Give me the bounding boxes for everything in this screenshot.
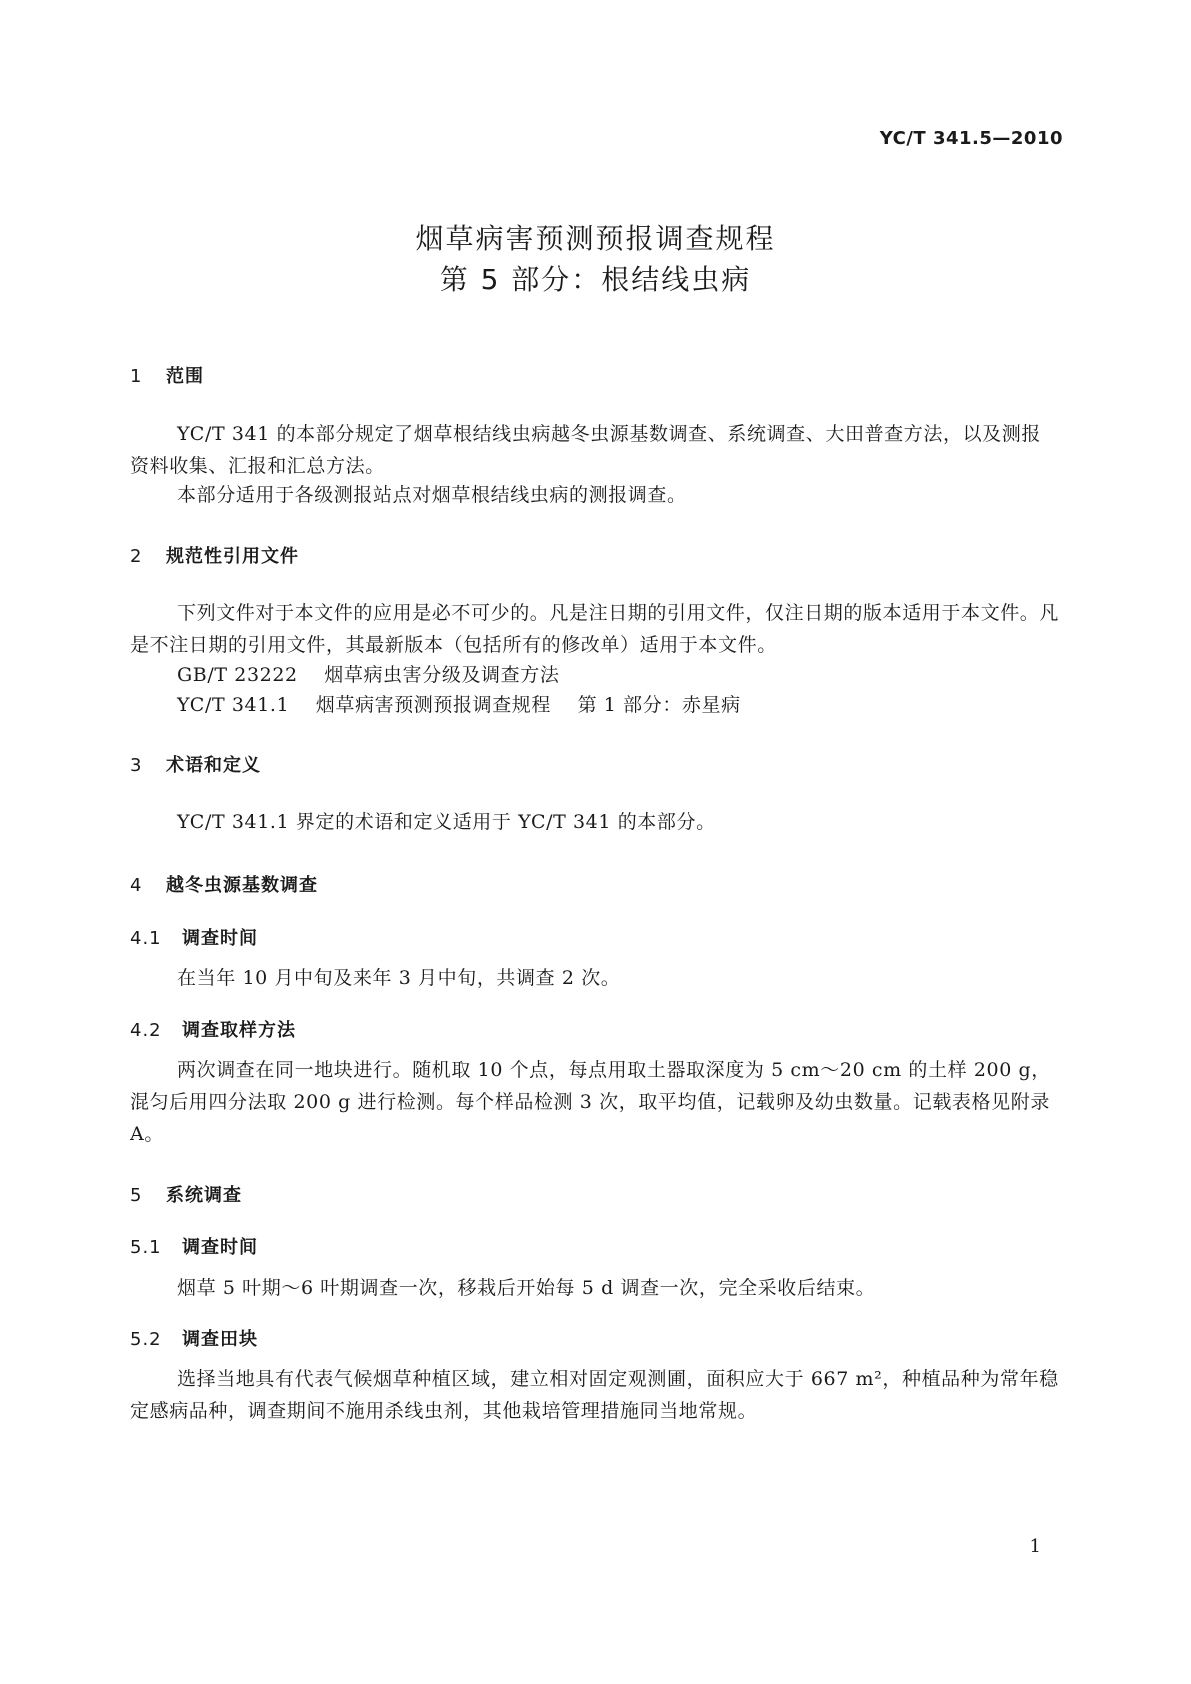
section-title: 术语和定义	[166, 755, 261, 776]
section-title: 规范性引用文件	[166, 546, 299, 567]
section-2-paragraph-1: 下列文件对于本文件的应用是必不可少的。凡是注日期的引用文件，仅注日期的版本适用于本文件。凡是不注日期的引用文件，其最新版本（包括所有的修改单）适用于本文件。	[130, 602, 1060, 656]
section-title: 越冬虫源基数调查	[166, 875, 318, 896]
section-title: 调查时间	[182, 1237, 258, 1258]
section-number: 2	[130, 546, 143, 567]
section-3-paragraph-1: YC/T 341.1 界定的术语和定义适用于 YC/T 341 的本部分。	[177, 811, 716, 833]
section-1-paragraph-1: YC/T 341 的本部分规定了烟草根结线虫病越冬虫源基数调查、系统调查、大田普查方法，以及测报资料收集、汇报和汇总方法。	[130, 423, 1041, 477]
normative-reference-2: YC/T 341.1 烟草病害预测预报调查规程 第 1 部分：赤星病	[177, 694, 741, 716]
section-number: 4	[130, 875, 143, 896]
section-title: 系统调查	[166, 1185, 242, 1206]
section-number: 1	[130, 366, 143, 387]
page-number: 1	[1029, 1536, 1041, 1557]
section-1-paragraph-2: 本部分适用于各级测报站点对烟草根结线虫病的测报调查。	[177, 484, 687, 506]
section-3-heading	[130, 751, 261, 777]
section-number: 4.2	[130, 1020, 162, 1041]
section-5-1-paragraph-1: 烟草 5 叶期～6 叶期调查一次，移栽后开始每 5 d 调查一次，完全采收后结束。	[177, 1277, 876, 1299]
section-1-heading	[130, 362, 204, 388]
section-title: 调查田块	[182, 1329, 258, 1350]
section-4-2-heading	[130, 1016, 296, 1042]
section-4-heading	[130, 871, 318, 897]
section-number: 5.2	[130, 1329, 162, 1350]
standard-number: YC/T 341.5—2010	[879, 128, 1063, 149]
section-title: 调查取样方法	[182, 1020, 296, 1041]
section-4-1-heading	[130, 924, 258, 950]
section-5-1-heading	[130, 1233, 258, 1259]
document-title-line2: 第 5 部分：根结线虫病	[439, 263, 752, 296]
section-4-1-paragraph-1: 在当年 10 月中旬及来年 3 月中旬，共调查 2 次。	[177, 967, 621, 989]
section-5-heading	[130, 1181, 242, 1207]
section-title: 范围	[166, 366, 204, 387]
section-number: 3	[130, 755, 143, 776]
document-title-line1: 烟草病害预测预报调查规程	[415, 222, 776, 255]
normative-reference-1: GB/T 23222 烟草病虫害分级及调查方法	[177, 664, 560, 686]
section-2-heading	[130, 542, 299, 568]
section-number: 5.1	[130, 1237, 162, 1258]
section-4-2-paragraph-1: 两次调查在同一地块进行。随机取 10 个点，每点用取土器取深度为 5 cm～20 cm 的土样 200 g，混匀后用四分法取 200 g 进行检测。每个样品检测 3 次，取平均值，记载卵及幼虫数量。记载表格见附录 A。	[130, 1059, 1051, 1145]
section-number: 4.1	[130, 928, 162, 949]
section-title: 调查时间	[182, 928, 258, 949]
section-number: 5	[130, 1185, 143, 1206]
section-5-2-heading	[130, 1325, 258, 1351]
section-5-2-paragraph-1: 选择当地具有代表气候烟草种植区域，建立相对固定观测圃，面积应大于 667 m²，种植品种为常年稳定感病品种，调查期间不施用杀线虫剂，其他栽培管理措施同当地常规。	[130, 1368, 1059, 1422]
